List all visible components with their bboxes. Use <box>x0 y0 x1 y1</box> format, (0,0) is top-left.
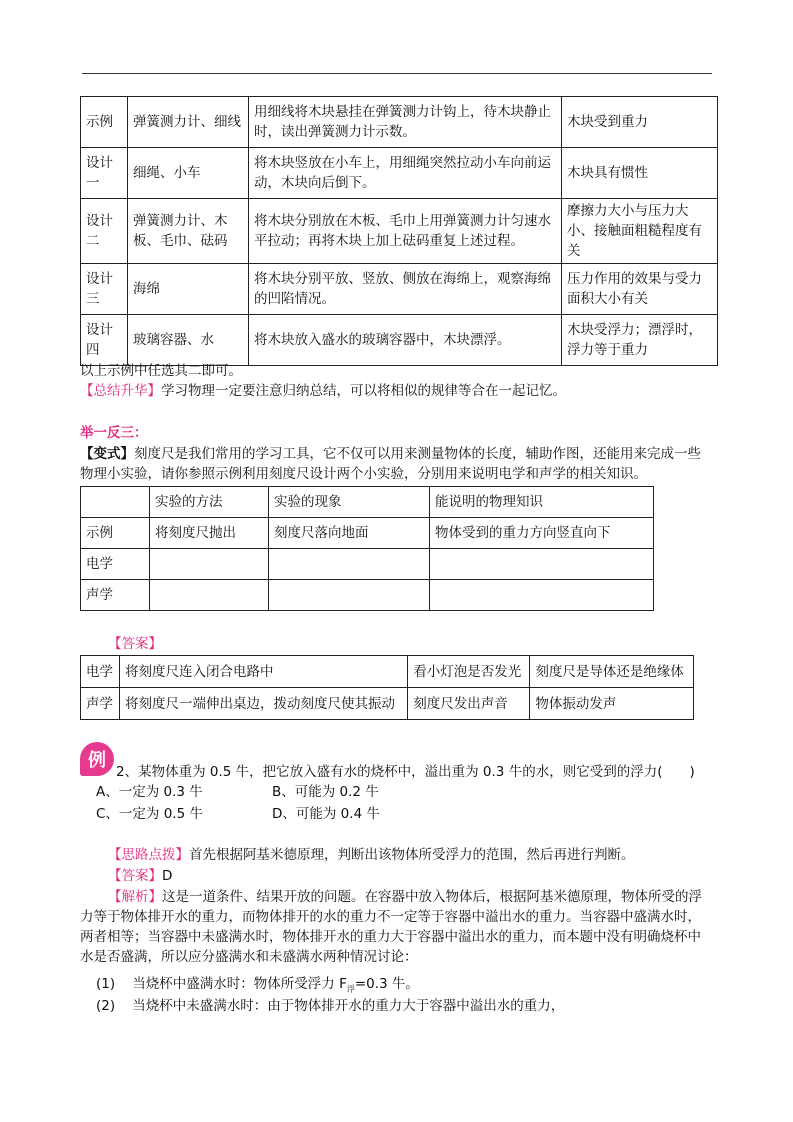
case-subscript: 浮 <box>346 984 355 994</box>
table-cell: 将木块放入盛水的玻璃容器中，木块漂浮。 <box>249 315 562 366</box>
table-row <box>81 97 718 148</box>
answer2-text: D <box>162 868 173 884</box>
option-c: C、一定为 0.5 牛 <box>96 806 203 822</box>
table-cell: 海绵 <box>128 264 249 315</box>
variant-tag: 【变式】 <box>80 446 134 462</box>
table-header-cell: 实验的方法 <box>150 487 269 518</box>
table-cell: 将刻度尺一端伸出桌边，拨动刻度尺使其振动 <box>119 688 407 720</box>
table-cell: 声学 <box>81 688 120 720</box>
table-row <box>81 580 654 611</box>
table-cell <box>269 580 430 611</box>
option-a: A、一定为 0.3 牛 <box>96 784 203 800</box>
table-cell: 设计一 <box>81 148 128 199</box>
example-badge-icon: 例 <box>80 742 114 776</box>
answer2-tag: 【答案】 <box>108 868 162 884</box>
option-d: D、可能为 0.4 牛 <box>272 806 380 822</box>
table-row <box>81 199 718 264</box>
table-row <box>81 518 654 549</box>
hint-text: 首先根据阿基米德原理，判断出该物体所受浮力的范围，然后再进行判断。 <box>189 847 635 863</box>
answer-table <box>80 655 694 720</box>
table-cell: 压力作用的效果与受力面积大小有关 <box>562 264 718 315</box>
header-rule <box>82 73 712 74</box>
table-cell: 木块具有惯性 <box>562 148 718 199</box>
table-cell: 弹簧测力计、细线 <box>128 97 249 148</box>
table-row <box>81 688 694 720</box>
experiment-design-table <box>80 96 718 366</box>
analysis-text: 这是一道条件、结果开放的问题。在容器中放入物体后，根据阿基米德原理，物体所受的浮力等于物体排开水的重力，而物体排开的水的重力不一定等于容器中溢出水的重力。当容器中盛满水时，两者相等；当容器中未盛满水时，物体排开水的重力大于容器中溢出水的重力，而本题中没有明确烧杯中水是否盛满，所以应分盛满水和未盛满水两种情况讨论： <box>80 889 702 965</box>
table-cell: 木块受浮力；漂浮时，浮力等于重力 <box>562 315 718 366</box>
table-row <box>81 315 718 366</box>
table-cell: 示例 <box>81 518 150 549</box>
table-header-cell <box>81 487 150 518</box>
hint-paragraph <box>108 845 635 865</box>
table-row <box>81 148 718 199</box>
table-row <box>81 656 694 688</box>
summary-tag: 【总结升华】 <box>80 383 161 399</box>
table-cell: 刻度尺落向地面 <box>269 518 430 549</box>
table-cell: 电学 <box>81 549 150 580</box>
case-number: (2) <box>96 998 116 1014</box>
table-cell: 木块受到重力 <box>562 97 718 148</box>
table-cell <box>430 549 654 580</box>
table-cell: 看小灯泡是否发光 <box>408 656 530 688</box>
table-row <box>81 264 718 315</box>
table-header-cell: 能说明的物理知识 <box>430 487 654 518</box>
table-cell: 设计四 <box>81 315 128 366</box>
analysis-paragraph <box>80 887 714 967</box>
table-cell: 摩擦力大小与压力大小、接触面粗糙程度有关 <box>562 199 718 264</box>
note-text: 以上示例中任选其二即可。 <box>80 363 242 379</box>
table-cell: 设计三 <box>81 264 128 315</box>
table-cell <box>150 549 269 580</box>
table-cell: 将木块分别放在木板、毛巾上用弹簧测力计匀速水平拉动；再将木块上加上砝码重复上述过程。 <box>249 199 562 264</box>
summary-text: 学习物理一定要注意归纳总结，可以将相似的规律等合在一起记忆。 <box>161 383 566 399</box>
table-cell: 声学 <box>81 580 150 611</box>
ruler-experiment-table <box>80 486 654 611</box>
table-cell <box>269 549 430 580</box>
table-cell: 玻璃容器、水 <box>128 315 249 366</box>
case-text: 当烧杯中未盛满水时：由于物体排开水的重力大于容器中溢出水的重力， <box>132 998 565 1014</box>
case-text-end: =0.3 牛。 <box>354 976 419 992</box>
variant-text: 刻度尺是我们常用的学习工具，它不仅可以用来测量物体的长度，辅助作图，还能用来完成一些物理小实验，请你参照示例利用刻度尺设计两个小实验，分别用来说明电学和声学的相关知识。 <box>80 446 701 482</box>
option-b: B、可能为 0.2 牛 <box>272 784 379 800</box>
table-cell: 刻度尺是导体还是绝缘体 <box>530 656 694 688</box>
question-stem: 2、某物体重为 0.5 牛，把它放入盛有水的烧杯中，溢出重为 0.3 牛的水，则它受到的浮力( ) <box>116 764 695 780</box>
table-cell: 将木块分别平放、竖放、侧放在海绵上，观察海绵的凹陷情况。 <box>249 264 562 315</box>
table-cell: 将刻度尺抛出 <box>150 518 269 549</box>
table-row <box>81 549 654 580</box>
table-cell: 刻度尺发出声音 <box>408 688 530 720</box>
juyi-heading: 举一反三： <box>80 425 148 441</box>
table-cell: 电学 <box>81 656 120 688</box>
table-cell: 细绳、小车 <box>128 148 249 199</box>
table-cell: 示例 <box>81 97 128 148</box>
table-cell: 将木块竖放在小车上，用细绳突然拉动小车向前运动，木块向后倒下。 <box>249 148 562 199</box>
table-header-cell: 实验的现象 <box>269 487 430 518</box>
table-cell: 用细线将木块悬挂在弹簧测力计钩上，待木块静止时，读出弹簧测力计示数。 <box>249 97 562 148</box>
variant-paragraph <box>80 444 714 484</box>
case-2 <box>96 996 564 1016</box>
table-cell: 物体振动发声 <box>530 688 694 720</box>
answer-tag: 【答案】 <box>108 636 162 652</box>
case-text: 当烧杯中盛满水时：物体所受浮力 F <box>132 976 347 992</box>
answer2-paragraph <box>108 866 172 886</box>
table-cell: 设计二 <box>81 199 128 264</box>
table-cell: 弹簧测力计、木板、毛巾、砝码 <box>128 199 249 264</box>
case-number: (1) <box>96 976 116 992</box>
analysis-tag: 【解析】 <box>108 889 162 905</box>
table-cell: 物体受到的重力方向竖直向下 <box>430 518 654 549</box>
summary-paragraph <box>80 381 566 401</box>
hint-tag: 【思路点拨】 <box>108 847 189 863</box>
table-cell <box>150 580 269 611</box>
table-header-row <box>81 487 654 518</box>
table-cell <box>430 580 654 611</box>
table-cell: 将刻度尺连入闭合电路中 <box>119 656 407 688</box>
